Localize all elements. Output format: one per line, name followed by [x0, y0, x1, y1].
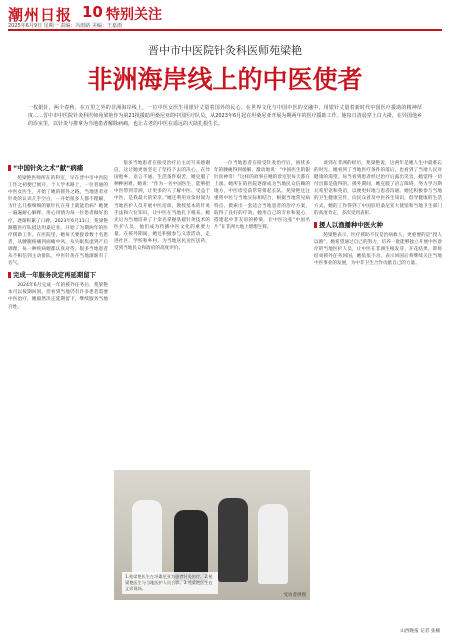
photo-credit: 受访者供图: [283, 593, 306, 598]
article-headline: 非洲海岸线上的中医使者: [87, 65, 363, 94]
subhead-1: “中国针灸之术”献“病痛: [8, 164, 108, 172]
photo-figure-doctor: [132, 500, 162, 580]
article-column-4: [314, 160, 442, 635]
subhead-marker: [314, 222, 317, 228]
column-1-text: 苑梁艳医师所在的科室，早在晋中市中医院工作之初便已展开，个人学术路上，一位普通的中医女医生，开始了她的援外之路。当地患者对针灸的认识几乎空白，一开始很多人都不理解，为什么几根细细的银针扎在身上就能治病？她便一遍遍耐心解释，用心用情为每一位患者做好治疗，逐渐积累了口碑。2023年6月11日，苑梁艳跟随医疗队抵达坦桑尼亚，开始了为期两年的医疗援助工作。在医院里，她每天要接诊数十名患者，从腰腿疼痛到面瘫中风，从失眠焦虑到产后调理，每一种疾病她都认真对待。很多当地患者从不相信到主动排队，中医针灸在当地渐渐有了名气。: [8, 176, 108, 267]
newspaper-logo: 潮州日报: [8, 6, 73, 24]
column-2-text: 很多当地患者在接受治疗后主动写来感谢信，这让她更加坚定了坚持下去的决心。在异国他乡，语言不通、生活条件艰苦，她克服了种种困难。她说：“作为一名中国医生，能够把中医带到非洲，让更多的人了解中医、受益于中医，是我最大的荣幸。”她还利用业余时间为当地医护人员开展中医培训，教授基本的针灸手法和穴位知识，让中医在当地扎下根来。她先后为当地培养了十余名掌握基础针灸技术的医护人员，他们成为传播中医文化的重要力量。在援外期间，她还积极参与义诊活动，走进社区、学校和乡村，为当地居民送医送药，受到当地民众和政府的高度评价。: [114, 161, 210, 252]
subhead-marker: [8, 272, 11, 278]
photo-figure-staff: [218, 498, 248, 582]
article-photo: [114, 470, 310, 600]
article-lead: 一枚银针，两个春秋，在万里之外的非洲海岸线上，一位中医女医生用银针丈量着国外的民心，在世界文化与中国中医的交融中，用银针丈量着新时代中国医疗援助的精神厚度……晋中市中医院针灸科医师苑梁艳作为第21批援助坦桑尼亚的中国医疗队员，从2023年6月起在坦桑尼亚开展为期两年的医疗援助工作。她每日清晨穿上白大褂，在异国他乡的诊室里，以针灸与推拿为当地患者解除病痛，也让古老的中医在遥远的大陆扎根生长。: [28, 105, 422, 127]
column-4-text: 谈到在非洲的经历，苑梁艳说，这两年是她人生中最难忘的时光。她看到了当地医疗条件的落后，也看到了当地人民对健康的渴望。每当看到患者经过治疗后露出笑容，她觉得一切付出都是值得的。援外期间，她克服了语言障碍，努力学习斯瓦希里语和英语，以便更好地与患者沟通。她还积极参与当地的卫生健康宣传，向民众普及中医养生知识，倡导健康的生活方式。她的工作得到了中国驻坦桑尼亚大使馆和当地卫生部门的高度肯定，多次受到表彰。: [314, 161, 442, 216]
page-number: 10: [82, 3, 103, 21]
byline: 山西晚报 记者 张楠: [400, 629, 440, 634]
section-title: 特别关注: [106, 7, 162, 23]
column-1-text-2: 2024年6月完成一年的援外任务后，苑梁艳本可以按期回国，但看到当地仍有许多患者需要中医治疗，她毅然决定延期留下，继续服务当地百姓。: [8, 283, 108, 310]
dateline: 2025年6月9日 星期一 责编：冯雨路 美编：王嘉雨: [8, 23, 122, 29]
subhead-3: 援人以渔播种中医火种: [314, 221, 442, 229]
article-kicker: 晋中市中医院针灸科医师苑梁艳: [148, 44, 302, 57]
subhead-2: 完成一年服务决定再延期留下: [8, 271, 108, 279]
header-divider: [8, 29, 442, 31]
article-column-1: [8, 160, 108, 635]
photo-caption: 1.苑梁艳医生在坦桑尼亚为患者针灸治疗。2.苑梁艳医生与当地医护人员合影。3.苑梁艳医生在义诊现场。: [122, 572, 218, 594]
column-4-text-2: 苑梁艳表示，医疗援助不仅是治病救人，更重要的是“授人以渔”。她希望通过自己的努力，培养一批能够独立开展中医诊疗的当地医护人员，让中医在非洲生根发芽、开花结果。即将结束援外任务回国，她依依不舍，表示回国后将继续关注当地中医事业的发展，为中非卫生合作贡献自己的力量。: [314, 232, 442, 267]
masthead: [0, 0, 450, 30]
subhead-marker: [8, 165, 11, 171]
article-column-2: [114, 160, 210, 470]
photo-figure-staff-2: [258, 504, 288, 584]
column-3-text: 一位当地患者在接受针灸治疗后，困扰多年的腰痛得到缓解，激动地说：“中国医生的银针真神奇！”这样的故事在她的诊室里每天都在上演。她所在的医院逐渐成为当地民众信赖的地方，中医诊室前常常排起长队。苑梁艳还注重将中医与当地实际相结合，根据当地常见病特点，摸索出一套适合当地患者的治疗方案，取得了良好的疗效。她用自己的专业和爱心，搭建起中非友谊的桥梁，让中医这张“中国名片”在非洲大地上熠熠生辉。: [214, 161, 310, 230]
article-column-3: [214, 160, 310, 450]
